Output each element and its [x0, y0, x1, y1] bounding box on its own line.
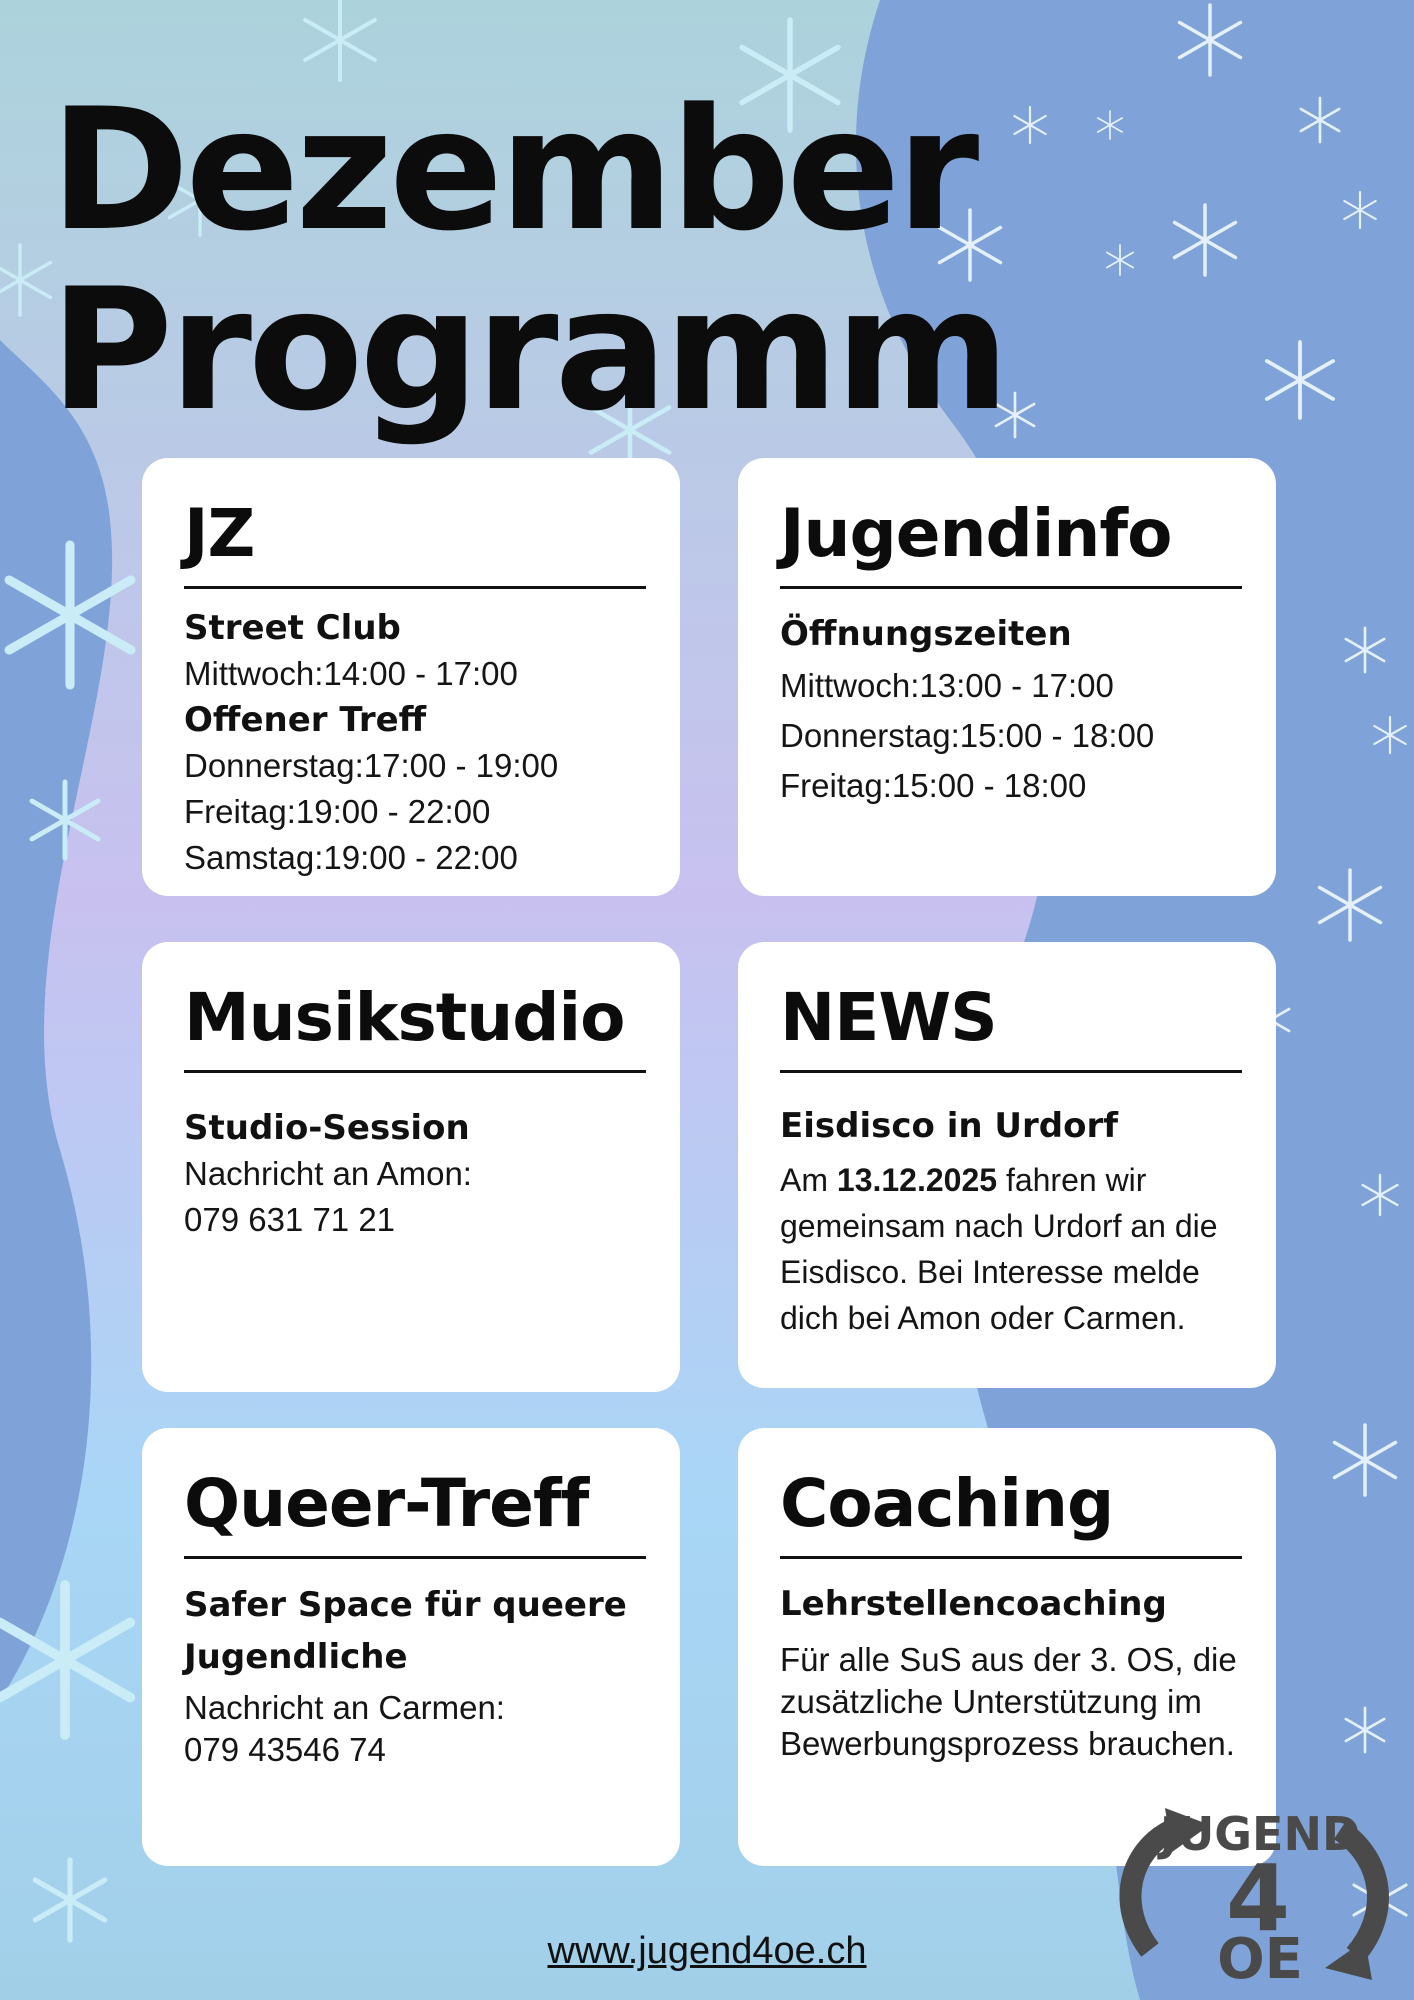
logo-text-bottom: OE	[1217, 1927, 1303, 1980]
card-heading: NEWS	[780, 980, 1242, 1073]
card-subheading: Studio-Session	[184, 1108, 470, 1148]
card-musikstudio	[142, 942, 680, 1392]
jugend4oe-logo	[1110, 1790, 1400, 1980]
card-heading: Queer-Treff	[184, 1466, 646, 1559]
card-subheading: Lehrstellencoaching	[780, 1584, 1167, 1624]
card-subheading: Street Club	[184, 608, 401, 648]
schedule-line: Mittwoch:14:00 - 17:00	[184, 655, 518, 692]
schedule-line: Freitag:19:00 - 22:00	[184, 793, 491, 830]
schedule-line: Donnerstag:15:00 - 18:00	[780, 717, 1155, 754]
card-subheading: Offener Treff	[184, 700, 427, 740]
page-title	[50, 72, 1006, 448]
contact-line: Nachricht an Carmen:	[184, 1689, 505, 1726]
coaching-text: Für alle SuS aus der 3. OS, die zusätzliche Unterstützung im Bewerbungsprozess brauchen.	[780, 1641, 1237, 1762]
title-line-2: Programm	[50, 252, 1006, 448]
schedule-line: Freitag:15:00 - 18:00	[780, 767, 1087, 804]
card-subheading: Eisdisco in Urdorf	[780, 1106, 1119, 1146]
title-line-1: Dezember	[50, 72, 976, 268]
card-heading: Musikstudio	[184, 980, 646, 1073]
card-jz	[142, 458, 680, 896]
card-subheading: Safer Space für queere Jugendliche	[184, 1585, 627, 1677]
card-heading: Jugendinfo	[780, 496, 1242, 589]
logo-text-top: JUGEND	[1159, 1807, 1361, 1861]
schedule-line: Donnerstag:17:00 - 19:00	[184, 747, 559, 784]
card-jugendinfo	[738, 458, 1276, 896]
card-subheading: Öffnungszeiten	[780, 614, 1072, 654]
phone-number: 079 43546 74	[184, 1731, 386, 1768]
card-news	[738, 942, 1276, 1388]
card-heading: JZ	[184, 496, 646, 589]
card-heading: Coaching	[780, 1466, 1242, 1559]
schedule-line: Samstag:19:00 - 22:00	[184, 839, 518, 876]
schedule-line: Mittwoch:13:00 - 17:00	[780, 667, 1114, 704]
logo-number: 4	[1225, 1845, 1291, 1952]
news-date: 13.12.2025	[836, 1162, 998, 1198]
news-text: Am 13.12.2025 fahren wir gemeinsam nach Urdorf an die Eisdisco. Bei Interesse melde dich bei Amon oder Carmen.	[780, 1162, 1218, 1336]
card-queer-treff	[142, 1428, 680, 1866]
contact-line: Nachricht an Amon:	[184, 1155, 472, 1192]
website-link[interactable]: www.jugend4oe.ch	[547, 1930, 867, 1972]
phone-number: 079 631 71 21	[184, 1201, 396, 1238]
